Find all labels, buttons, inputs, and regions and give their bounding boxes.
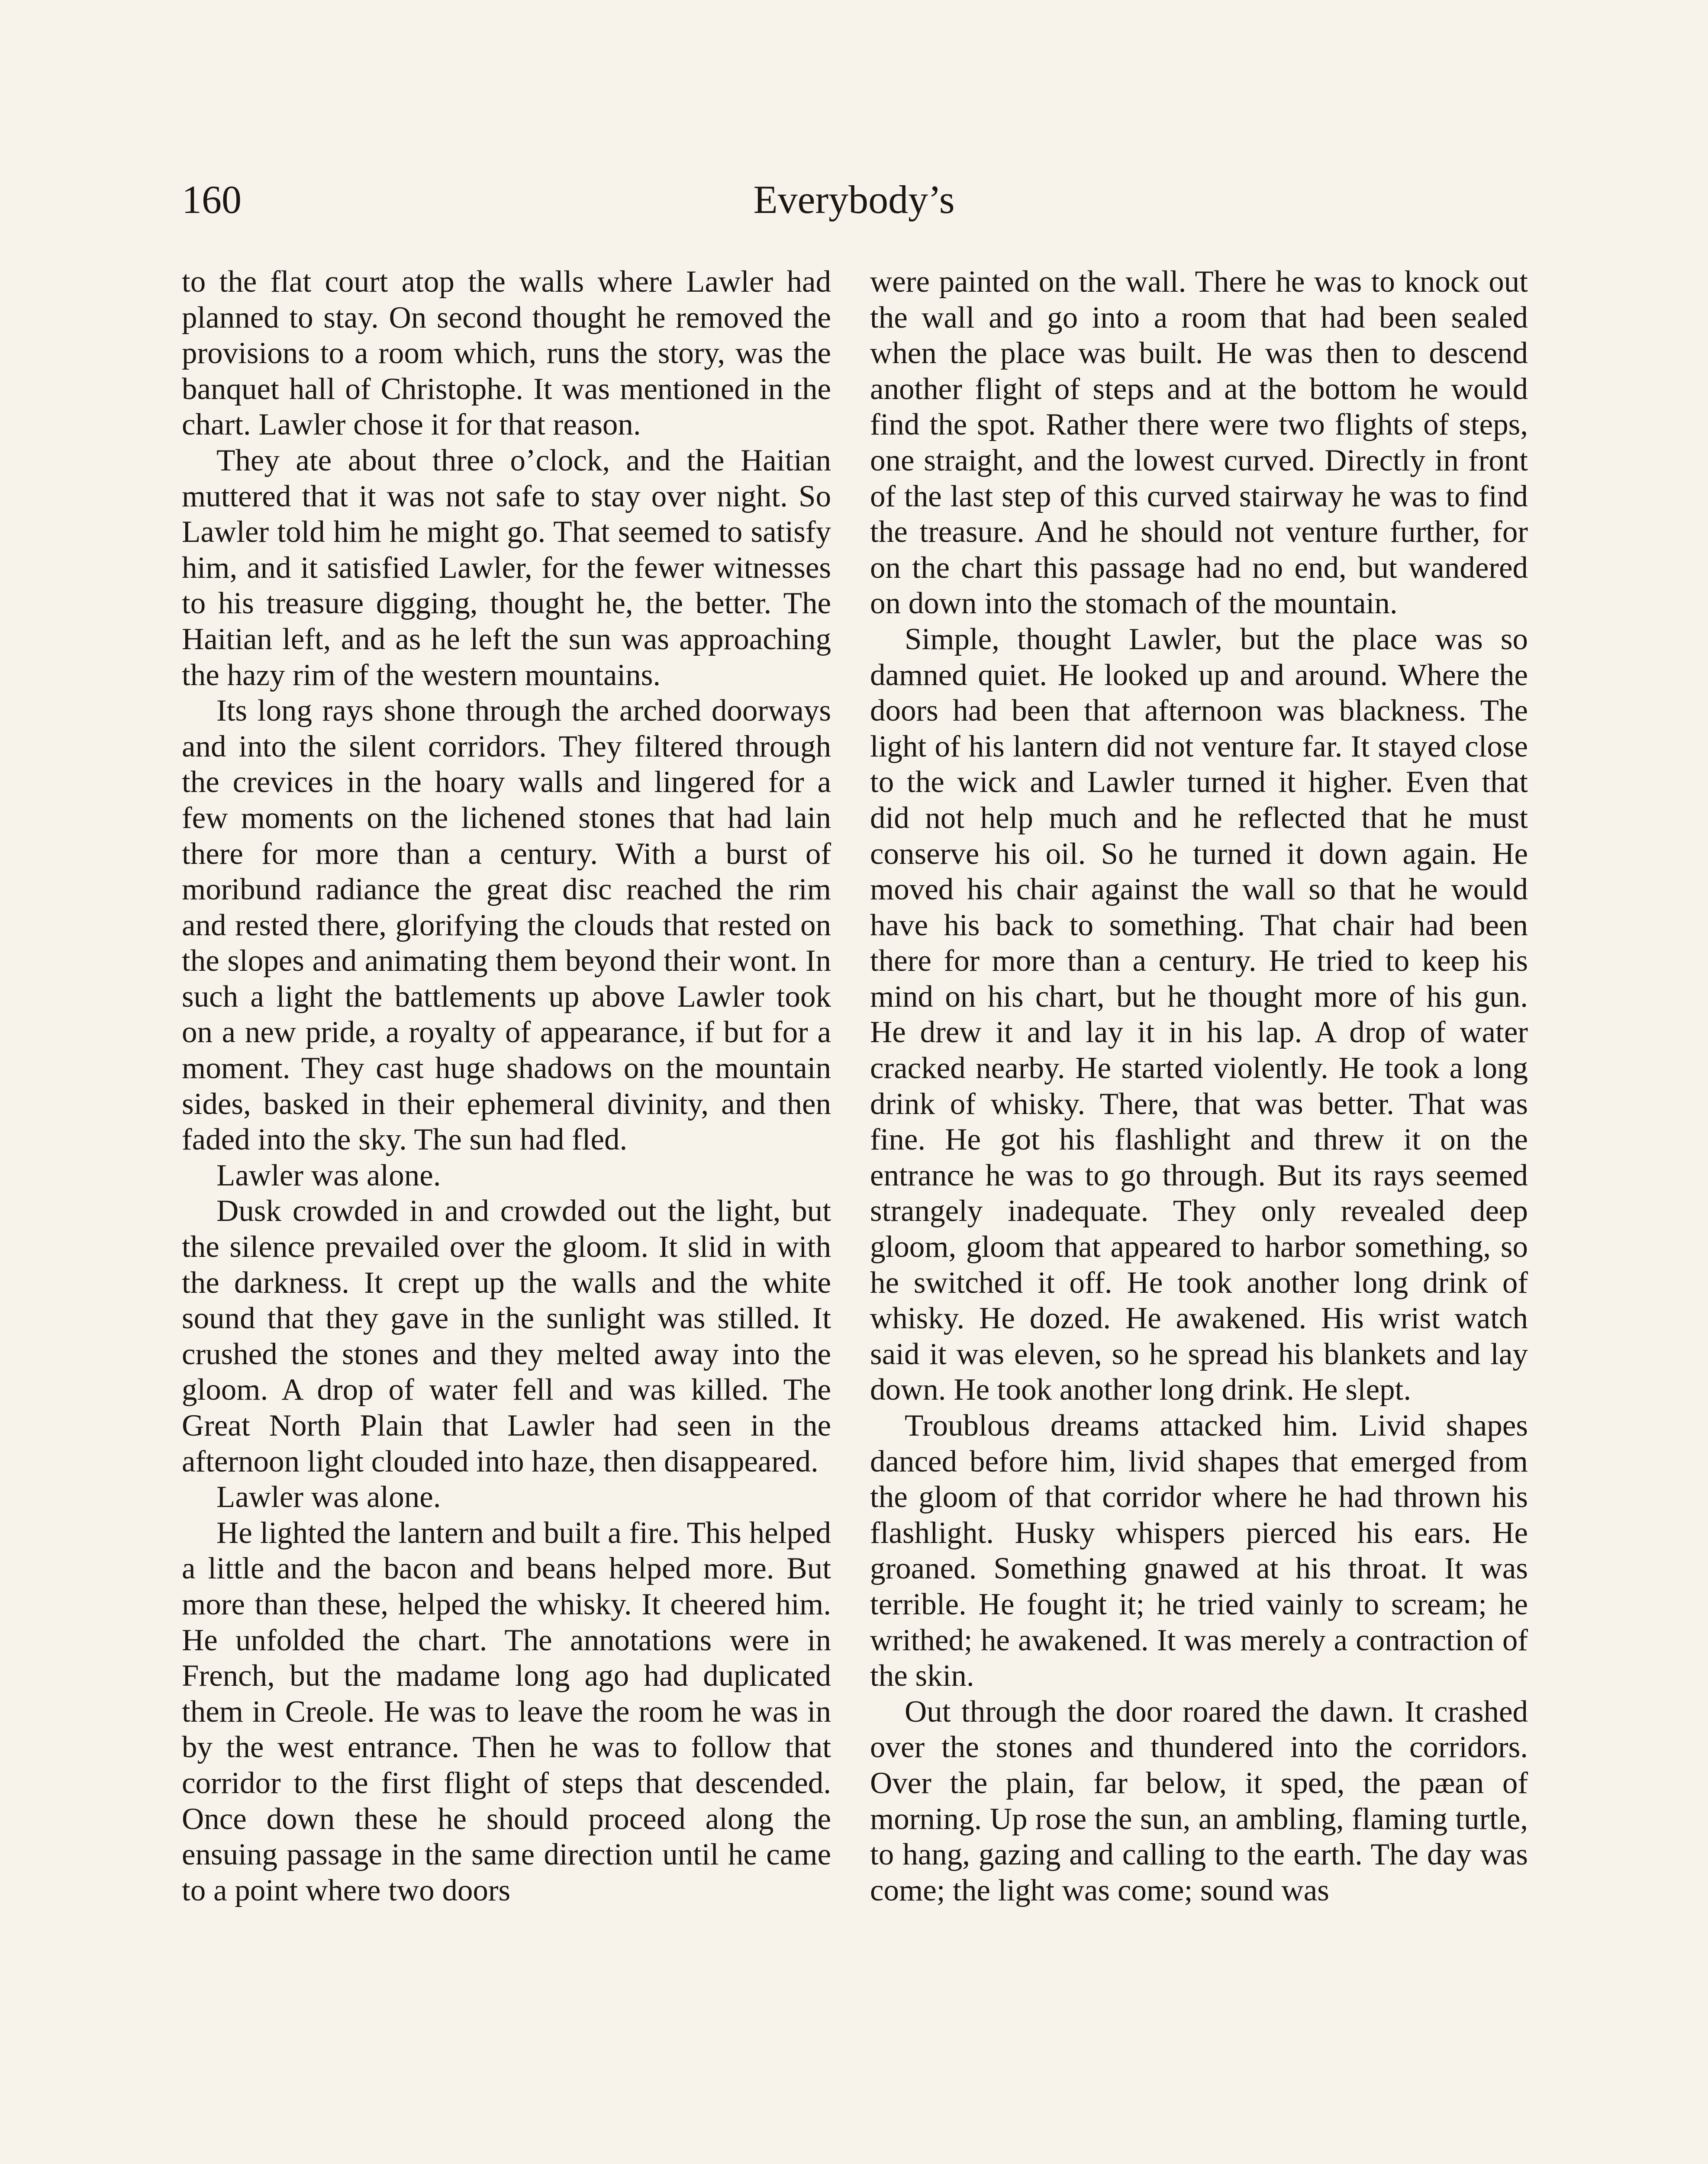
page-number: 160 — [182, 177, 242, 222]
paragraph: Lawler was alone. — [216, 1480, 441, 1514]
paragraph: Troublous dreams attacked him. Livid shapes danced before him, livid shapes that emerged from the gloom of that corridor where he had thrown his flashlight. Husky whispers pierced his ears. He groaned. Something gnawed at his throat. It was terrible. He fought it; he tried vainly to scream; he writhed; he awakened. It was merely a contraction of the skin. — [870, 1409, 1528, 1693]
paragraph: were painted on the wall. There he was to knock out the wall and go into a room that had been sealed when the place was built. He was then to descend another flight of steps and at the bottom he would find the spot. Rather there were two flights of steps, one straight, and the lowest curved. Directly in front of the last step of this curved stairway he was to find the treasure. And he should not venture further, for on the chart this passage had no end, but wandered on down into the stomach of the mountain. — [870, 265, 1528, 621]
paragraph: Its long rays shone through the arched doorways and into the silent corridors. They filtered through the crevices in the hoary walls and lingered for a few moments on the lichened stones that had lain there for more than a century. With a burst of moribund radiance the great disc reached the rim and rested there, glorifying the clouds that rested on the slopes and animating them beyond their wont. In such a light the battlements up above Lawler took on a new pride, a royalty of appearance, if but for a moment. They cast huge shadows on the mountain sides, basked in their ephemeral divinity, and then faded into the sky. The sun had fled. — [182, 694, 831, 1157]
page-header — [182, 177, 1526, 236]
left-column — [182, 264, 831, 2164]
right-column — [870, 264, 1528, 2164]
paragraph: Dusk crowded in and crowded out the light, but the silence prevailed over the gloom. It slid in with the darkness. It crept up the walls and the white sound that they gave in the sunlight was stilled. It crushed the stones and they melted away into the gloom. A drop of water fell and was killed. The Great North Plain that Lawler had seen in the afternoon light clouded into haze, then disappeared. — [182, 1194, 831, 1478]
paragraph: Lawler was alone. — [216, 1158, 441, 1192]
paragraph: Simple, thought Lawler, but the place was so damned quiet. He looked up and around. Where the doors had been that afternoon was blackness. The light of his lantern did not venture far. It stayed close to the wick and Lawler turned it higher. Even that did not help much and he reflected that he must conserve his oil. So he turned it down again. He moved his chair against the wall so that he would have his back to something. That chair had been there for more than a century. He tried to keep his mind on his chart, but he thought more of his gun. He drew it and lay it in his lap. A drop of water cracked nearby. He started violently. He took a long drink of whisky. There, that was better. That was fine. He got his flashlight and threw it on the entrance he was to go through. But its rays seemed strangely inadequate. They only revealed deep gloom, gloom that appeared to harbor something, so he switched it off. He took another long drink of whisky. He dozed. He awakened. His wrist watch said it was eleven, so he spread his blankets and lay down. He took another long drink. He slept. — [870, 622, 1528, 1407]
paragraph: He lighted the lantern and built a fire. This helped a little and the bacon and beans helped more. But more than these, helped the whisky. It cheered him. He unfolded the chart. The annotations were in French, but the madame long ago had duplicated them in Creole. He was to leave the room he was in by the west entrance. Then he was to follow that corridor to the first flight of steps that descended. Once down these he should proceed along the ensuing passage in the same direction until he came to a point where two doors — [182, 1516, 831, 1907]
paragraph: to the flat court atop the walls where Lawler had planned to stay. On second thought he removed the provisions to a room which, runs the story, was the banquet hall of Christophe. It was mentioned in the chart. Lawler chose it for that reason. — [182, 265, 831, 442]
running-head: Everybody’s — [753, 177, 955, 222]
paragraph: They ate about three o’clock, and the Haitian muttered that it was not safe to stay over night. So Lawler told him he might go. That seemed to satisfy him, and it satisfied Lawler, for the fewer witnesses to his treasure digging, thought he, the better. The Haitian left, and as he left the sun was approaching the hazy rim of the western mountains. — [182, 443, 831, 692]
paragraph: Out through the door roared the dawn. It crashed over the stones and thundered into the corridors. Over the plain, far below, it sped, the pæan of morning. Up rose the sun, an ambling, flaming turtle, to hang, gazing and calling to the earth. The day was come; the light was come; sound was — [870, 1694, 1528, 1907]
